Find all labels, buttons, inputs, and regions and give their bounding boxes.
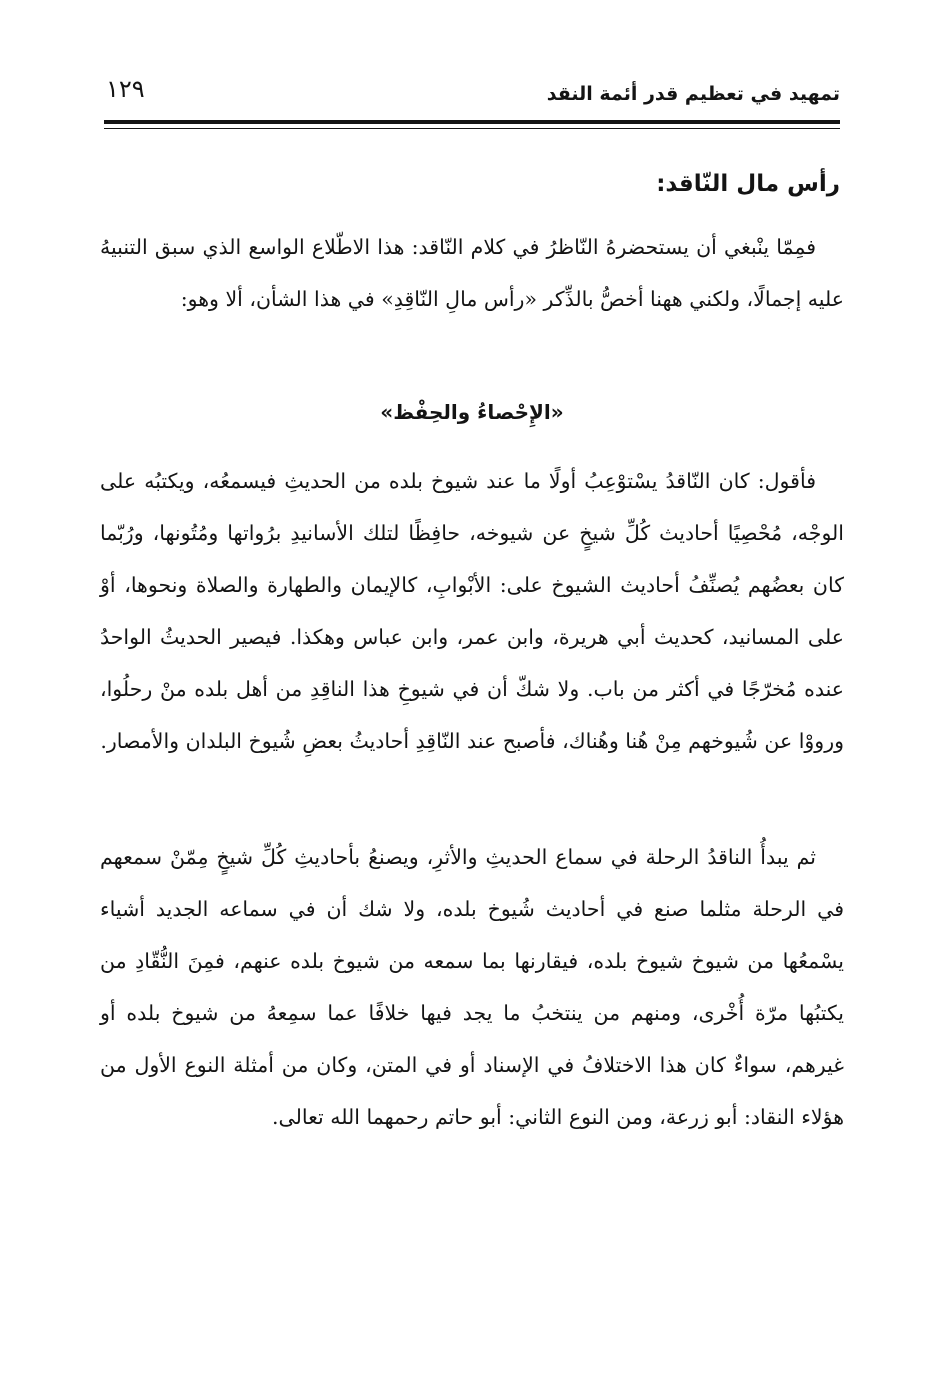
header-rule-thick <box>104 120 840 124</box>
page-number: ١٢٩ <box>106 75 145 103</box>
paragraph-3-text: ثم يبدأُ الناقدُ الرحلة في سماع الحديثِ والأثرِ، ويصنعُ بأحاديثِ كُلِّ شيخٍ مِمّنْ سمعهم في الرحلة مثلما صنع في أحاديث شُيوخ بلده، ولا شك أن في سماعه الجديد أشياء يسْمعُها من شيوخ شيوخ بلده، فيقارنها بما سمعه من شيوخ بلده عنهم، فمِنَ النُّقّادِ من يكتبُها مرّة أُخْرى، ومنهم من ينتخبُ ما يجد فيها خلافًا عما سمِعهُ من شيوخ بلده أو غيرهم، سواءٌ كان هذا الاختلافُ في الإسناد أو في المتن، وكان من أمثلة النوع الأول من هؤلاء النقاد: أبو زرعة، ومن النوع الثاني: أبو حاتم رحمهما الله تعالى. <box>100 845 844 1129</box>
running-header <box>104 72 840 112</box>
subheading: «الإِحْصاءُ والحِفْظ» <box>380 400 564 424</box>
paragraph-3 <box>100 831 844 1143</box>
running-header-title: تمهيد في تعظيم قدر أئمة النقد <box>546 83 840 105</box>
paragraph-2 <box>100 455 844 767</box>
section-heading: رأس مال النّاقد: <box>656 171 840 197</box>
paragraph-1-text: فمِمّا ينْبغي أن يستحضرهُ النّاظرُ في كلام النّاقد: هذا الاطّلاع الواسع الذي سبق التنبيهُ عليه إجمالًا، ولكني ههنا أخصُّ بالذِّكر «رأس مالِ النّاقِدِ» في هذا الشأن، ألا وهو: <box>100 235 844 311</box>
paragraph-2-text: فأقول: كان النّاقدُ يسْتوْعِبُ أولًا ما عند شيوخ بلده من الحديثِ فيسمعُه، ويكتبُه على الوجْه، مُحْصِيًا أحاديث كُلِّ شيخٍ عن شيوخه، حافِظًا لتلك الأسانيدِ برُواتها ومُتُونها، ورُبّما كان بعضُهم يُصنِّفُ أحاديث الشيوخ على: الأبْوابِ، كالإيمان والطهارة والصلاة ونحوها، أوْ على المسانيد، كحديث أبي هريرة، وابن عمر، وابن عباس وهكذا. فيصير الحديثُ الواحدُ عنده مُخرّجًا في أكثر من باب. ولا شكّ أن في شيوخِ هذا الناقِدِ من أهل بلده منْ رحلُوا، ورووْا عن شُيوخهم مِنْ هُنا وهُناك، فأصبح عند النّاقِدِ أحاديثُ بعضِ شُيوخ البلدان والأمصار. <box>100 469 844 753</box>
paragraph-1 <box>100 221 844 325</box>
header-rule-thin <box>104 128 840 129</box>
